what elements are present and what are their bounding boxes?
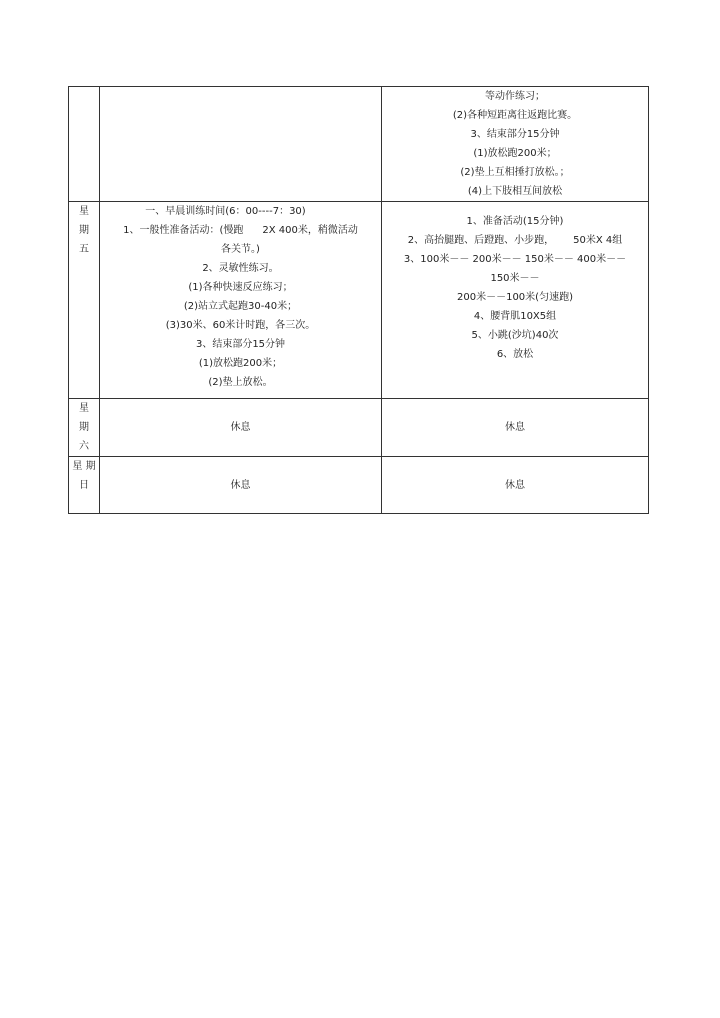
table-row (69, 202, 649, 399)
day-cell (69, 202, 100, 399)
morning-cell (100, 202, 382, 399)
day-cell (69, 399, 100, 457)
day-label-char: 五 (79, 244, 89, 255)
day-label-char: 星 (79, 206, 89, 217)
cell-line: (4)上下肢相互间放松 (467, 186, 563, 197)
morning-cell (100, 87, 382, 202)
cell-line: (1)放松跑200米； (198, 358, 283, 369)
rest-text: 休息 (505, 422, 525, 433)
table-row (69, 457, 649, 514)
day-label-char: 星 期 (72, 461, 96, 472)
morning-cell (100, 399, 382, 457)
cell-line: 1、一般性准备活动：(慢跑 2X 400米，稍微活动 (123, 225, 358, 236)
cell-line: 6、放松 (496, 349, 534, 360)
rest-text: 休息 (230, 422, 251, 433)
table-row (69, 399, 649, 457)
cell-line: (1)放松跑200米； (473, 148, 557, 159)
cell-line: 2、灵敏性练习。 (202, 263, 279, 274)
cell-line: 一、早晨训练时间(6：00----7：30) (145, 206, 306, 217)
training-schedule-table (68, 86, 649, 514)
cell-line: 3、结束部分15分钟 (470, 129, 560, 140)
cell-line: 3、100米－－ 200米－－ 150米－－ 400米－－ (403, 254, 627, 265)
morning-cell (100, 457, 382, 514)
table-row (69, 87, 649, 202)
rest-text: 休息 (230, 479, 251, 491)
cell-line: (3)30米、60米计时跑，各三次。 (165, 320, 316, 331)
cell-line: 5、小跳(沙坑)40次 (471, 330, 559, 341)
cell-line: (2)站立式起跑30-40米； (183, 301, 298, 312)
day-label-char: 六 (79, 441, 89, 452)
afternoon-cell (382, 202, 649, 399)
cell-line: 等动作练习； (485, 91, 545, 102)
cell-line: 3、结束部分15分钟 (195, 339, 286, 350)
cell-line: 200米－－100米(匀速跑) (457, 292, 573, 303)
day-label-char: 期 (79, 422, 89, 433)
cell-line: (1)各种快速反应练习； (188, 282, 293, 293)
afternoon-cell (382, 399, 649, 457)
cell-line: (2)垫上放松。 (208, 377, 273, 388)
day-label-char: 日 (79, 480, 89, 491)
cell-line: 各关节。) (221, 244, 260, 255)
cell-line: 1、准备活动(15分钟) (466, 216, 564, 227)
day-cell (69, 457, 100, 514)
cell-line: (2)垫上互相捶打放松。； (460, 167, 570, 178)
day-label-char: 星 (79, 403, 89, 414)
cell-line: (2)各种短距离往返跑比赛。 (452, 110, 578, 121)
afternoon-cell (382, 457, 649, 514)
day-cell (69, 87, 100, 202)
cell-line: 150米－－ (490, 273, 540, 284)
cell-line: 4、腰背肌10X5组 (473, 311, 557, 322)
cell-line: 2、高抬腿跑、后蹬跑、小步跑， 50米X 4组 (407, 235, 623, 246)
day-label-char: 期 (79, 225, 89, 236)
rest-text: 休息 (505, 479, 525, 491)
afternoon-cell (382, 87, 649, 202)
